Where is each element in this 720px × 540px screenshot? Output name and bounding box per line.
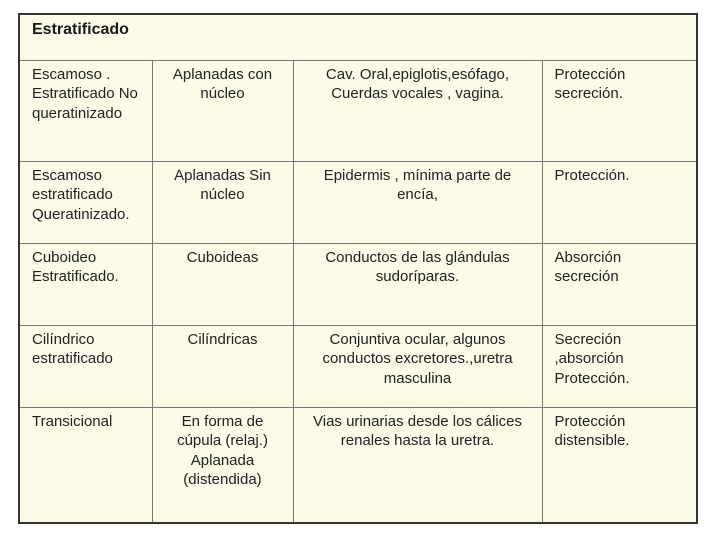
cell-funcion: Protección secreción.	[542, 60, 697, 161]
cell-localizacion: Conductos de las glándulas sudoríparas.	[293, 243, 542, 325]
cell-tipo: Escamoso estratificado Queratinizado.	[19, 161, 152, 243]
cell-forma: En forma de cúpula (relaj.) Aplanada (distendida)	[152, 407, 293, 523]
table-row	[19, 60, 697, 161]
cell-forma: Aplanadas con núcleo	[152, 60, 293, 161]
table-row	[19, 243, 697, 325]
table-header-row	[19, 14, 697, 60]
cell-tipo: Escamoso . Estratificado No queratinizado	[19, 60, 152, 161]
cell-localizacion: Conjuntiva ocular, algunos conductos excretores.,uretra masculina	[293, 325, 542, 407]
cell-tipo: Cuboideo Estratificado.	[19, 243, 152, 325]
cell-localizacion: Vias urinarias desde los cálices renales hasta la uretra.	[293, 407, 542, 523]
cell-localizacion: Epidermis , mínima parte de encía,	[293, 161, 542, 243]
table-title: Estratificado	[19, 14, 697, 60]
cell-funcion: Protección distensible.	[542, 407, 697, 523]
cell-funcion: Secreción ,absorción Protección.	[542, 325, 697, 407]
table-row	[19, 407, 697, 523]
cell-localizacion: Cav. Oral,epiglotis,esófago, Cuerdas vocales , vagina.	[293, 60, 542, 161]
epithelium-table	[18, 13, 698, 524]
cell-forma: Aplanadas Sin núcleo	[152, 161, 293, 243]
table-row	[19, 161, 697, 243]
cell-tipo: Transicional	[19, 407, 152, 523]
table-row	[19, 325, 697, 407]
cell-funcion: Protección.	[542, 161, 697, 243]
cell-tipo: Cilíndrico estratificado	[19, 325, 152, 407]
cell-forma: Cilíndricas	[152, 325, 293, 407]
cell-funcion: Absorción secreción	[542, 243, 697, 325]
cell-forma: Cuboideas	[152, 243, 293, 325]
